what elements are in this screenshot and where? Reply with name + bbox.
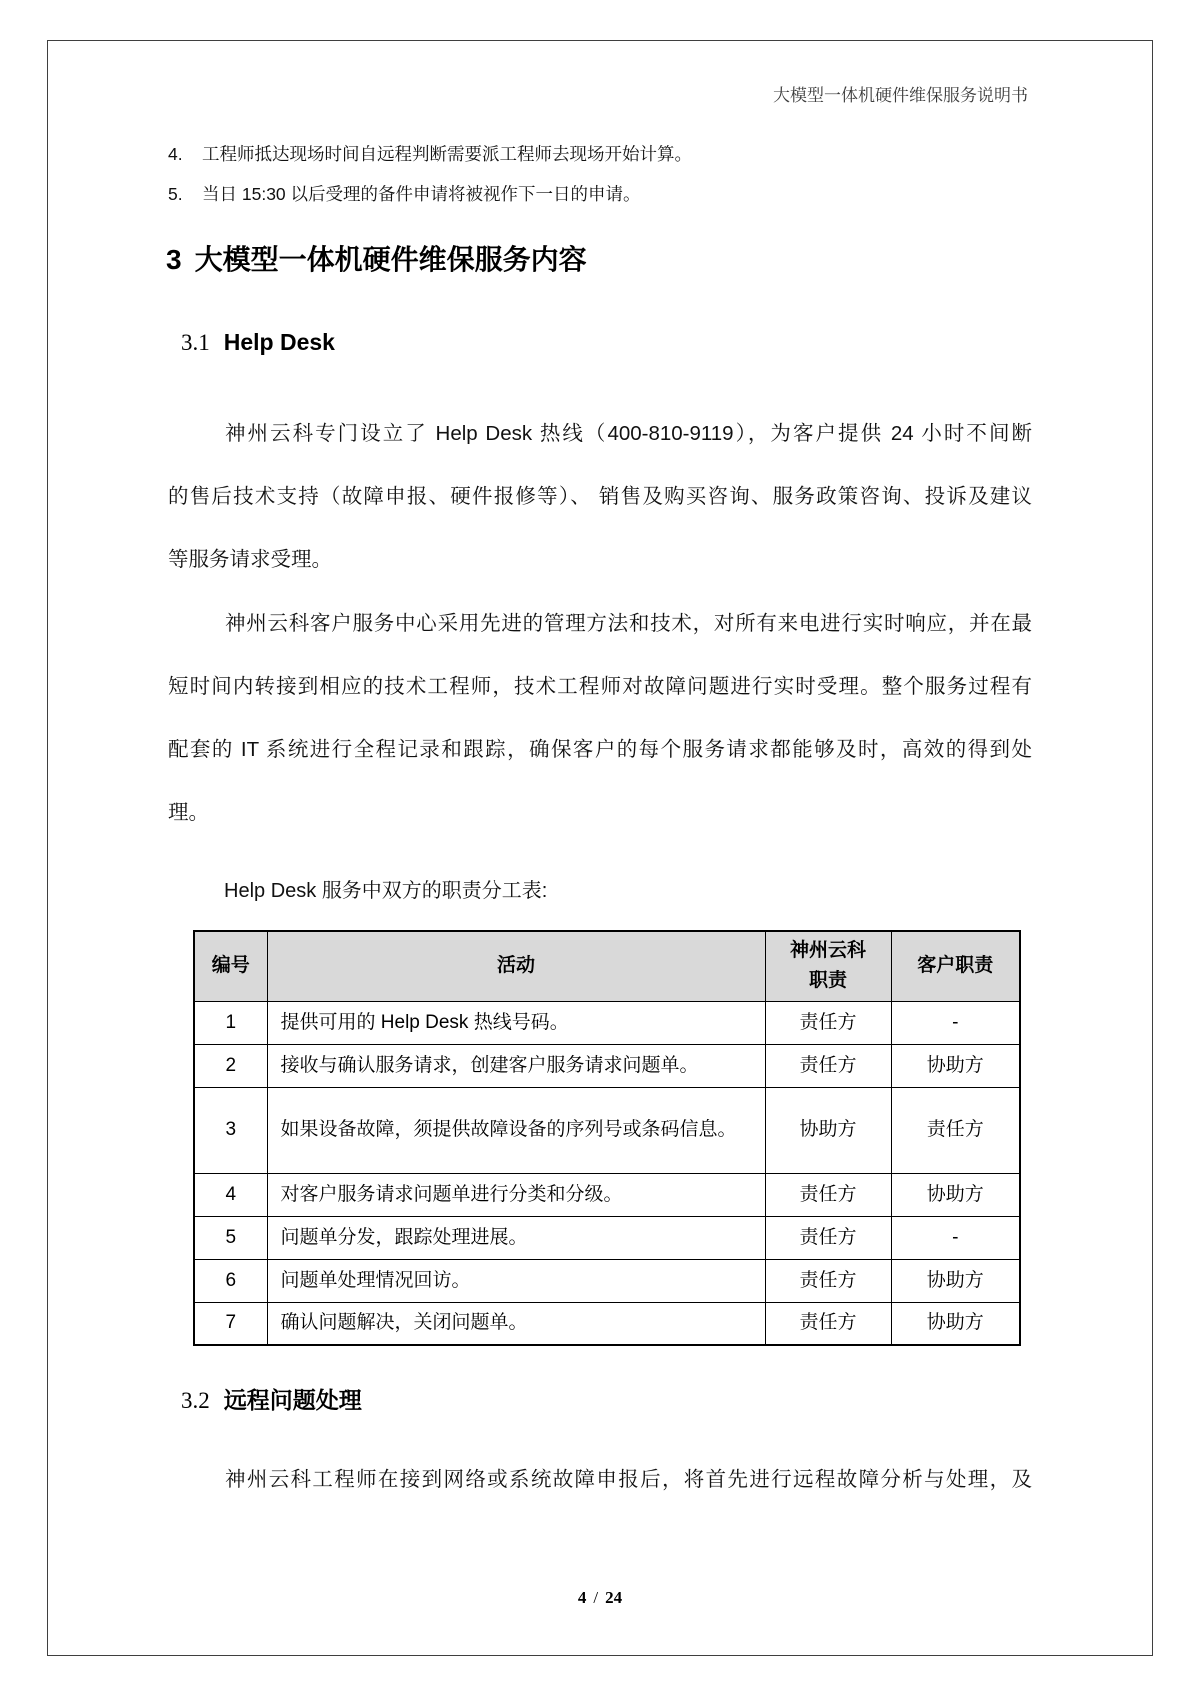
cell-vendor-role: 责任方 — [765, 1001, 891, 1044]
cell-vendor-role: 责任方 — [765, 1044, 891, 1087]
subsection-title: 远程问题处理 — [223, 1387, 362, 1413]
col-header-customer: 客户职责 — [891, 931, 1020, 1001]
cell-number: 1 — [194, 1001, 267, 1044]
table-row — [194, 1259, 1020, 1302]
section-number: 3 — [166, 244, 182, 275]
subsection-number: 3.1 — [181, 330, 210, 355]
cell-customer-role: 协助方 — [891, 1044, 1020, 1087]
paragraph-line: 等服务请求受理。 — [168, 548, 332, 571]
cell-number: 6 — [194, 1259, 267, 1302]
cell-activity: 接收与确认服务请求，创建客户服务请求问题单。 — [267, 1044, 765, 1087]
table-row — [194, 1044, 1020, 1087]
list-item-4 — [168, 142, 1038, 166]
col-header-vendor-line1: 神州云科 — [789, 940, 866, 962]
list-item-5 — [168, 182, 1038, 206]
cell-vendor-role: 责任方 — [765, 1173, 891, 1216]
paragraph-line: 神州云科客户服务中心采用先进的管理方法和技术，对所有来电进行实时响应，并在最 — [225, 612, 1032, 635]
cell-vendor-role: 责任方 — [765, 1216, 891, 1259]
cell-customer-role: 协助方 — [891, 1173, 1020, 1216]
cell-activity: 对客户服务请求问题单进行分类和分级。 — [267, 1173, 765, 1216]
table-caption: Help Desk 服务中双方的职责分工表: — [224, 880, 548, 902]
cell-activity: 如果设备故障，须提供故障设备的序列号或条码信息。 — [267, 1087, 765, 1173]
cell-number: 3 — [194, 1087, 267, 1173]
table-row — [194, 1001, 1020, 1044]
list-item-text: 工程师抵达现场时间自远程判断需要派工程师去现场开始计算。 — [202, 144, 692, 164]
paragraph-line: 的售后技术支持（故障申报、硬件报修等）、 销售及购买咨询、服务政策咨询、投诉及建议 — [168, 485, 1032, 508]
subsection-title: Help Desk — [223, 329, 335, 355]
page-footer — [0, 1588, 1200, 1608]
running-header-title: 大模型一体机硬件维保服务说明书 — [773, 86, 1028, 105]
cell-vendor-role: 责任方 — [765, 1259, 891, 1302]
table-row — [194, 1302, 1020, 1345]
cell-activity: 问题单处理情况回访。 — [267, 1259, 765, 1302]
cell-number: 5 — [194, 1216, 267, 1259]
table-header-row — [194, 931, 1020, 1001]
cell-customer-role: - — [891, 1216, 1020, 1259]
page-number-current: 4 — [577, 1588, 587, 1607]
col-header-vendor-line2: 职责 — [808, 970, 847, 992]
section-3-heading — [166, 240, 587, 280]
page-number-separator: / — [593, 1588, 599, 1607]
cell-customer-role: 责任方 — [891, 1087, 1020, 1173]
cell-activity: 提供可用的 Help Desk 热线号码。 — [267, 1001, 765, 1044]
section-title: 大模型一体机硬件维保服务内容 — [194, 244, 587, 275]
paragraph-line: 神州云科工程师在接到网络或系统故障申报后，将首先进行远程故障分析与处理，及 — [225, 1468, 1032, 1491]
list-item-number: 5. — [168, 184, 183, 204]
cell-vendor-role: 责任方 — [765, 1302, 891, 1345]
list-item-text: 当日 15:30 以后受理的备件申请将被视作下一日的申请。 — [202, 184, 641, 204]
paragraph-service-center — [168, 592, 1032, 844]
col-header-activity: 活动 — [267, 931, 765, 1001]
cell-number: 2 — [194, 1044, 267, 1087]
page-number-total: 24 — [605, 1588, 623, 1607]
col-header-vendor — [765, 931, 891, 1001]
cell-number: 7 — [194, 1302, 267, 1345]
paragraph-line: 短时间内转接到相应的技术工程师，技术工程师对故障问题进行实时受理。整个服务过程有 — [168, 675, 1032, 698]
paragraph-line: 配套的 IT 系统进行全程记录和跟踪，确保客户的每个服务请求都能够及时，高效的得到处 — [168, 738, 1032, 761]
table-row — [194, 1087, 1020, 1173]
col-header-number: 编号 — [194, 931, 267, 1001]
paragraph-line: 理。 — [168, 801, 209, 824]
cell-customer-role: - — [891, 1001, 1020, 1044]
cell-number: 4 — [194, 1173, 267, 1216]
list-item-number: 4. — [168, 144, 183, 164]
table-row — [194, 1173, 1020, 1216]
responsibility-table — [193, 930, 1021, 1346]
paragraph-helpdesk-intro — [168, 402, 1032, 591]
subsection-number: 3.2 — [181, 1388, 210, 1413]
table-row — [194, 1216, 1020, 1259]
cell-customer-role: 协助方 — [891, 1302, 1020, 1345]
paragraph-remote-handling — [168, 1448, 1032, 1511]
cell-vendor-role: 协助方 — [765, 1087, 891, 1173]
subsection-3-1-heading — [181, 326, 335, 362]
paragraph-line: 神州云科专门设立了 Help Desk 热线（400-810-9119），为客户提供 24 小时不间断 — [225, 422, 1032, 445]
cell-activity: 确认问题解决，关闭问题单。 — [267, 1302, 765, 1345]
cell-activity: 问题单分发，跟踪处理进展。 — [267, 1216, 765, 1259]
cell-customer-role: 协助方 — [891, 1259, 1020, 1302]
subsection-3-2-heading — [181, 1384, 362, 1420]
